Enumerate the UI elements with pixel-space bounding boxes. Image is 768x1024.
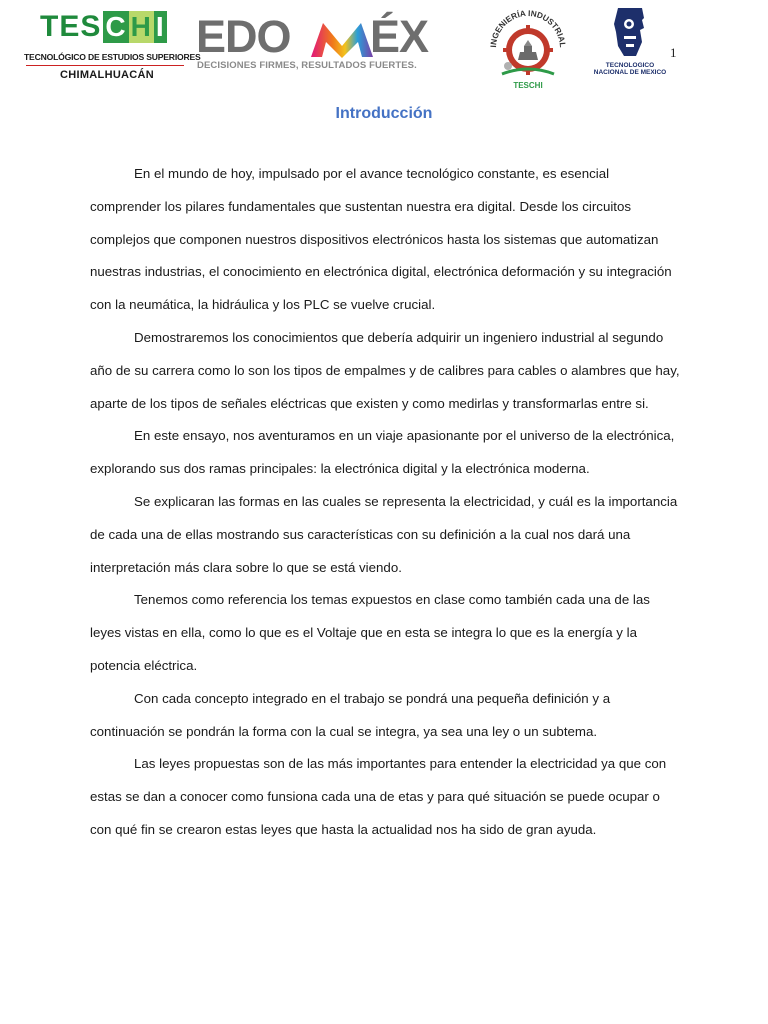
paragraph: Demostraremos los conocimientos que debería adquirir un ingeniero industrial al segundo año de su carrera como lo son los tipos de empalmes y de calibres para cables o alambres que hay, aparte de los tipos de señales eléctricas que existen y como medirlas y transformarlas entre si. <box>90 329 680 411</box>
paragraph: Se explicaran las formas en las cuales se representa la electricidad, y cuál es la importancia de cada una de ellas mostrando sus características con su definición a la cual nos dará una interpretación más clara sobre lo que se está viendo. <box>90 493 678 575</box>
paragraph: En el mundo de hoy, impulsado por el avance tecnológico constante, es esencial comprender los pilares fundamentales que sustentan nuestra era digital. Desde los circuitos complejos que componen nuestros dispositivos electrónicos hasta los sistemas que automatizan nuestras industrias, el conocimiento en electrónica digital, electrónica deformación y su integración con la neumática, la hidráulica y los PLC se vuelve crucial. <box>90 166 672 313</box>
edomex-logo <box>196 11 452 78</box>
page-number: 1 <box>670 45 677 60</box>
paragraph: Tenemos como referencia los temas expuestos en clase como también cada una de las leyes vistas en ella, como lo que es el Voltaje que en esta se integra lo que es la energía y la potencia eléctrica. <box>90 592 650 673</box>
paragraph: Con cada concepto integrado en el trabajo se pondrá una pequeña definición y a continuación se pondrán la forma con la cual se integra, ya sea una ley o un subtema. <box>90 690 611 739</box>
gear-emblem-icon <box>486 4 570 92</box>
tecnm-emblem-icon <box>588 6 672 62</box>
edomex-brand-left: EDO <box>196 11 291 62</box>
teschi-divider <box>26 65 184 66</box>
tecnm-logo <box>588 6 672 82</box>
edomex-brand-right: ÉX <box>370 11 429 62</box>
tecnm-name: TECNOLOGICO NACIONAL DE MEXICO <box>593 62 667 76</box>
edomex-slogan: DECISIONES FIRMES, RESULTADOS FUERTES. <box>197 60 417 71</box>
document-header <box>0 0 768 100</box>
ingenieria-arc-text: INGENIERÍA INDUSTRIAL <box>488 8 568 48</box>
paragraph: Las leyes propuestas son de las más importantes para entender la electricidad ya que con estas se dan a conocer como funsiona cada una de etas y para qué situación se puede ocupar o con qué fin se crearon estas leyes que hasta la actualidad nos ha sido de gran ayuda. <box>90 756 667 837</box>
ingenieria-industrial-logo <box>486 4 570 92</box>
edomex-m-icon <box>309 20 375 58</box>
document-title: Introducción <box>335 105 433 122</box>
teschi-logo <box>24 8 201 84</box>
teschi-wordmark: TES C H I <box>40 10 165 43</box>
teschi-campus: CHIMALHUACÁN <box>60 69 155 81</box>
document-body <box>90 158 680 847</box>
paragraph: En este ensayo, nos aventuramos en un viaje apasionante por el universo de la electrónica, explorando sus dos ramas principales: la electrónica digital y la electrónica moderna. <box>90 428 675 477</box>
teschi-subtitle: TECNOLÓGICO DE ESTUDIOS SUPERIORES <box>24 52 201 62</box>
teschi-badge-text: TESCHI <box>513 81 543 90</box>
